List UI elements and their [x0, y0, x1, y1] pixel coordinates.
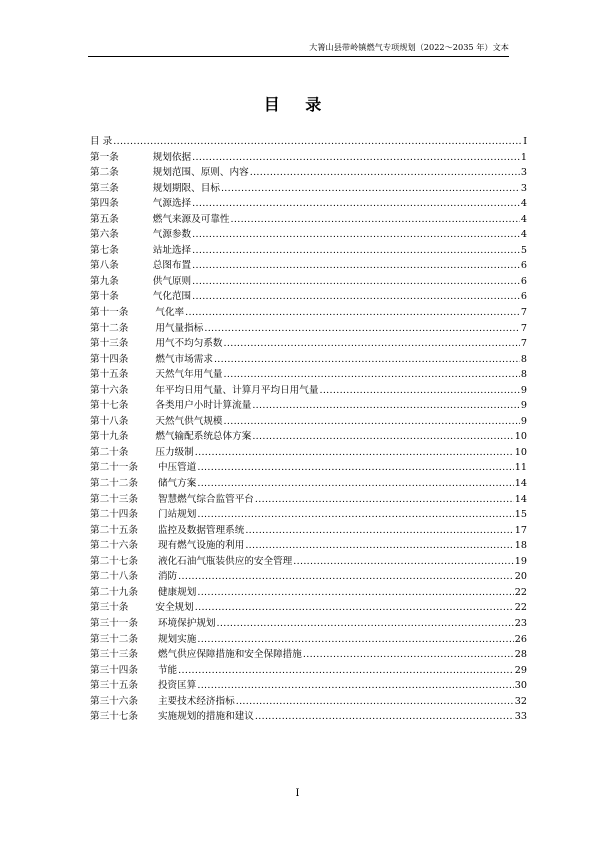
toc-entry-label: 储气方案 — [157, 478, 197, 490]
toc-entry-page: 3 — [520, 182, 527, 194]
toc-dot-leader — [192, 227, 520, 243]
toc-entry-page: 33 — [514, 711, 527, 723]
toc-entry[interactable] — [90, 352, 527, 368]
toc-entry-label: 燃气市场需求 — [155, 353, 213, 365]
toc-entry-number: 第二十二条 — [90, 478, 138, 490]
toc-entry-number: 第十条 — [90, 291, 119, 303]
toc-entry-number: 第二十九条 — [90, 586, 138, 598]
toc-entry[interactable] — [90, 694, 527, 710]
toc-entry[interactable] — [90, 460, 527, 476]
toc-entry-label: 规划范围、原则、内容 — [152, 167, 249, 179]
toc-entry-number: 第二十条 — [90, 446, 129, 458]
toc-entry-label: 监控及数据管理系统 — [157, 524, 245, 536]
toc-entry-label: 智慧燃气综合监管平台 — [157, 493, 254, 505]
toc-entry-page: 15 — [514, 509, 527, 521]
toc-entry-label: 规划依据 — [152, 151, 192, 163]
toc-dot-leader — [255, 492, 514, 508]
toc-entry-page: 9 — [520, 384, 527, 396]
toc-entry-number: 第十二条 — [90, 322, 129, 334]
toc-entry-number: 第二十一条 — [90, 462, 138, 474]
toc-entry[interactable] — [90, 196, 527, 212]
toc-dot-leader — [231, 212, 520, 228]
toc-dot-leader — [224, 367, 520, 383]
toc-entry[interactable] — [90, 181, 527, 197]
toc-entry[interactable] — [90, 476, 527, 492]
toc-dot-leader — [217, 616, 514, 632]
toc-entry-page: 1 — [520, 151, 527, 163]
toc-entry[interactable] — [90, 227, 527, 243]
toc-entry[interactable] — [90, 647, 527, 663]
toc-entry-page: 10 — [514, 446, 527, 458]
toc-entry-number: 第二十五条 — [90, 524, 138, 536]
toc-entry-label: 实施规划的措施和建议 — [157, 711, 254, 723]
table-of-contents — [90, 134, 527, 725]
toc-entry[interactable] — [90, 289, 527, 305]
toc-entry-number: 第三十二条 — [90, 633, 138, 645]
toc-dot-leader — [252, 429, 513, 445]
toc-entry-label: 中压管道 — [157, 462, 197, 474]
toc-dot-leader — [250, 165, 520, 181]
toc-entry-label: 燃气供应保障措施和安全保障措施 — [157, 649, 302, 661]
toc-entry-number: 第十九条 — [90, 431, 129, 443]
header-text: 大箐山县带岭镇燃气专项规划（2022～2035 年）文本 — [309, 42, 509, 52]
toc-entry[interactable] — [90, 569, 527, 585]
toc-dot-leader — [204, 321, 520, 337]
toc-entry-page: 20 — [514, 571, 527, 583]
toc-entry-number: 第九条 — [90, 275, 119, 287]
toc-entry[interactable] — [90, 554, 527, 570]
toc-entry-number: 第六条 — [90, 229, 119, 241]
toc-title: 目 录 — [263, 95, 332, 114]
toc-entry-page: 6 — [520, 291, 527, 303]
toc-entry-number: 第二十六条 — [90, 540, 138, 552]
toc-entry-number: 第八条 — [90, 260, 119, 272]
toc-entry-number: 第三条 — [90, 182, 119, 194]
toc-entry-page: 22 — [514, 586, 527, 598]
toc-entry[interactable] — [90, 538, 527, 554]
toc-entry-number: 第二十八条 — [90, 571, 138, 583]
page-header — [88, 40, 509, 57]
toc-dot-leader — [197, 678, 513, 694]
toc-entry[interactable] — [90, 336, 527, 352]
toc-entry[interactable] — [90, 507, 527, 523]
toc-entry-number: 第十三条 — [90, 338, 129, 350]
toc-entry-page: 11 — [514, 462, 527, 474]
toc-entry-page: 4 — [520, 213, 527, 225]
toc-entry-page: 23 — [514, 617, 527, 629]
toc-entry-label: 气化率 — [155, 307, 185, 319]
toc-dot-leader — [192, 258, 520, 274]
toc-entry-label: 气源选择 — [152, 198, 192, 210]
toc-dot-leader — [192, 150, 520, 166]
toc-dot-leader — [197, 460, 513, 476]
toc-dot-leader — [192, 274, 520, 290]
toc-entry[interactable] — [90, 150, 527, 166]
toc-dot-leader — [197, 476, 513, 492]
toc-entry-page: 30 — [514, 680, 527, 692]
toc-entry[interactable] — [90, 398, 527, 414]
toc-entry-label: 投资匡算 — [157, 680, 197, 692]
toc-entry[interactable] — [90, 663, 527, 679]
toc-entry-label: 安全规划 — [155, 602, 194, 614]
toc-entry-label: 节能 — [157, 664, 178, 676]
toc-dot-leader — [195, 445, 514, 461]
toc-dot-leader — [252, 398, 520, 414]
toc-entry-label: 用气量指标 — [155, 322, 204, 334]
toc-entry[interactable] — [90, 305, 527, 321]
toc-entry-page: 14 — [514, 478, 527, 490]
toc-entry[interactable] — [90, 367, 527, 383]
toc-entry-label: 年平均日用气量、计算月平均日用气量 — [155, 384, 319, 396]
toc-entry-number: 第一条 — [90, 151, 119, 163]
toc-entry-page: 28 — [514, 649, 527, 661]
toc-entry-label: 燃气输配系统总体方案 — [155, 431, 252, 443]
toc-dot-leader — [197, 507, 513, 523]
page-footer — [0, 788, 595, 799]
toc-entry-label: 压力级制 — [155, 446, 194, 458]
toc-entry-page: 19 — [514, 555, 527, 567]
toc-dot-leader — [214, 352, 520, 368]
toc-entry-number: 第四条 — [90, 198, 119, 210]
toc-entry-label: 规划期限、目标 — [152, 182, 220, 194]
toc-entry-page: 5 — [520, 244, 527, 256]
toc-entry-page: 22 — [514, 602, 527, 614]
toc-entry-number: 第三十条 — [90, 602, 129, 614]
toc-entry[interactable] — [90, 616, 527, 632]
toc-entry-page: 4 — [520, 198, 527, 210]
toc-entry-page: 4 — [520, 229, 527, 241]
toc-entry-number: 第三十四条 — [90, 664, 138, 676]
toc-entry-number: 目 录 — [90, 136, 113, 147]
toc-dot-leader — [221, 181, 520, 197]
toc-entry-page: 18 — [514, 540, 527, 552]
toc-dot-leader — [245, 523, 513, 539]
toc-entry-label: 健康规划 — [157, 586, 197, 598]
toc-entry-label: 环境保护规划 — [157, 617, 216, 629]
toc-entry-page: 6 — [520, 260, 527, 272]
toc-entry[interactable] — [90, 165, 527, 181]
toc-entry-label: 用气不均匀系数 — [155, 338, 223, 350]
toc-dot-leader — [192, 289, 520, 305]
toc-entry-label: 各类用户小时计算流量 — [155, 400, 252, 412]
toc-entry-page: 9 — [520, 415, 527, 427]
toc-entry-label: 现有燃气设施的利用 — [157, 540, 245, 552]
toc-entry[interactable] — [90, 523, 527, 539]
toc-entry-page: 7 — [520, 307, 527, 319]
toc-entry[interactable] — [90, 383, 527, 399]
toc-entry-page: 10 — [514, 431, 527, 443]
toc-entry-page: 8 — [520, 369, 527, 381]
toc-entry[interactable] — [90, 600, 527, 616]
toc-dot-leader — [236, 694, 514, 710]
toc-entry-page: 29 — [514, 664, 527, 676]
toc-entry-page: 8 — [520, 353, 527, 365]
toc-entry[interactable] — [90, 429, 527, 445]
toc-entry-number: 第十五条 — [90, 369, 129, 381]
toc-entry-number: 第二十七条 — [90, 555, 138, 567]
toc-entry-number: 第十六条 — [90, 384, 129, 396]
toc-entry-page: 7 — [520, 322, 527, 334]
toc-dot-leader — [224, 414, 520, 430]
toc-entry-label: 总图布置 — [152, 260, 192, 272]
toc-dot-leader — [245, 538, 513, 554]
toc-entry-label: 气源参数 — [152, 229, 192, 241]
toc-entry[interactable] — [90, 445, 527, 461]
toc-entry[interactable] — [90, 585, 527, 601]
toc-entry-number: 第十八条 — [90, 415, 129, 427]
toc-entry-number: 第三十一条 — [90, 617, 138, 629]
toc-entry-label: 规划实施 — [157, 633, 197, 645]
toc-dot-leader — [192, 243, 520, 259]
toc-entry-page: I — [523, 136, 527, 147]
page-number: I — [295, 788, 300, 799]
toc-entry[interactable] — [90, 709, 527, 725]
toc-entry-number: 第十七条 — [90, 400, 129, 412]
toc-entry-number: 第十一条 — [90, 307, 129, 319]
toc-entry[interactable] — [90, 678, 527, 694]
toc-entry-number: 第五条 — [90, 213, 119, 225]
toc-entry-number: 第三十三条 — [90, 649, 138, 661]
toc-entry[interactable] — [90, 134, 527, 150]
toc-entry-label: 液化石油气瓶装供应的安全管理 — [157, 555, 293, 567]
toc-entry-page: 17 — [514, 524, 527, 536]
toc-dot-leader — [185, 305, 520, 321]
toc-entry[interactable] — [90, 212, 527, 228]
toc-entry-label: 门站规划 — [157, 509, 197, 521]
toc-dot-leader — [293, 554, 514, 570]
toc-entry[interactable] — [90, 274, 527, 290]
toc-dot-leader — [178, 569, 514, 585]
toc-entry[interactable] — [90, 414, 527, 430]
toc-dot-leader — [195, 600, 514, 616]
toc-dot-leader — [255, 709, 514, 725]
toc-entry-label: 燃气来源及可靠性 — [152, 213, 230, 225]
toc-entry-page: 14 — [514, 493, 527, 505]
toc-entry-page: 26 — [514, 633, 527, 645]
toc-entry-page: 7 — [520, 338, 527, 350]
toc-entry-number: 第二十三条 — [90, 493, 138, 505]
toc-entry-number: 第十四条 — [90, 353, 129, 365]
toc-dot-leader — [197, 585, 513, 601]
toc-entry-number: 第二条 — [90, 167, 119, 179]
toc-entry-label: 天然气年用气量 — [155, 369, 223, 381]
toc-entry-number: 第三十五条 — [90, 680, 138, 692]
toc-entry[interactable] — [90, 632, 527, 648]
toc-dot-leader — [192, 196, 520, 212]
toc-entry-label: 站址选择 — [152, 244, 192, 256]
toc-entry-page: 3 — [520, 167, 527, 179]
toc-dot-leader — [303, 647, 514, 663]
toc-entry-label: 供气原则 — [152, 275, 192, 287]
toc-dot-leader — [319, 383, 519, 399]
toc-dot-leader — [224, 336, 520, 352]
toc-entry-number: 第三十六条 — [90, 695, 138, 707]
toc-entry-number: 第二十四条 — [90, 509, 138, 521]
toc-entry-label: 消防 — [157, 571, 178, 583]
toc-entry-page: 32 — [514, 695, 527, 707]
toc-entry[interactable] — [90, 243, 527, 259]
toc-dot-leader — [113, 134, 522, 150]
toc-entry-page: 9 — [520, 400, 527, 412]
toc-entry-label: 天然气供气规模 — [155, 415, 223, 427]
toc-entry-label: 主要技术经济指标 — [157, 695, 235, 707]
toc-entry[interactable] — [90, 321, 527, 337]
toc-entry[interactable] — [90, 258, 527, 274]
toc-entry-number: 第七条 — [90, 244, 119, 256]
toc-entry-page: 6 — [520, 275, 527, 287]
toc-entry[interactable] — [90, 492, 527, 508]
toc-dot-leader — [178, 663, 514, 679]
toc-entry-number: 第三十七条 — [90, 711, 138, 723]
toc-entry-label: 气化范围 — [152, 291, 192, 303]
toc-dot-leader — [197, 632, 513, 648]
